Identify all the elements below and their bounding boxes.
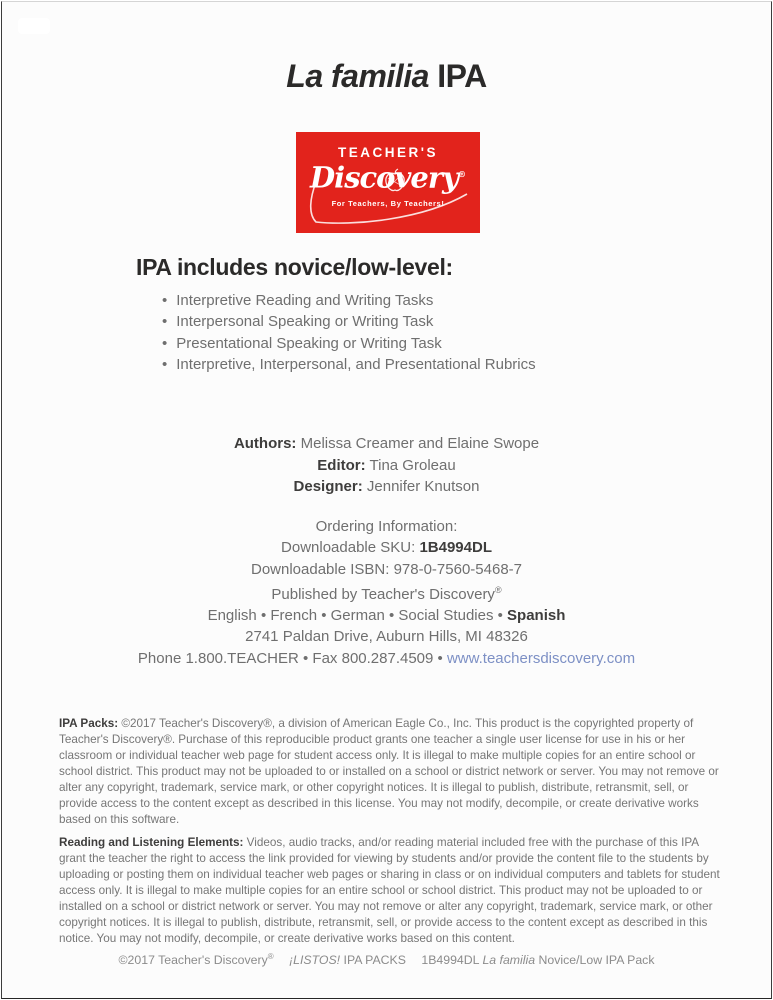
address-line: 2741 Paldan Drive, Auburn Hills, MI 48326 bbox=[245, 628, 528, 646]
page-title-italic: La familia bbox=[286, 58, 429, 94]
legal-block bbox=[59, 716, 722, 954]
footer-series: ¡LISTOS! IPA PACKS bbox=[289, 953, 406, 968]
legal-paragraph-reading-listening: Reading and Listening Elements: Videos, audio tracks, and/or reading material included free with the purchase of this IPA grant the teacher the right to access the link provided for viewing by students and/or provide the content file to the students by uploading or posting them on individual teacher web pages or sharing in class or on individual computers and tablets for student access only. It is illegal to make multiple copies for an entire school or school district. This product may not be uploaded to or installed on a school or district network or server. You may not remove or alter any copyright, trademark, service mark, or other copyright notices. It is illegal to publish, distribute, retransmit, sell, or provide access to the content except as described in this notice. You may not modify, decompile, or create derivative works based on this content. bbox=[59, 836, 720, 945]
legal-paragraph-ipa-packs: IPA Packs: ©2017 Teacher's Discovery®, a division of American Eagle Co., Inc. This product is the copyrighted property of Teacher's Discovery®. Purchase of this reproducible product grants one teacher a single user license for use in his or her classroom or individual teacher web page for student access only. It is illegal to make multiple copies for an entire school or school district. This product may not be uploaded to or installed on a school or district network or server. You may not remove or alter any copyright, trademark, service mark, or other copyright notices. It is illegal to publish, distribute, retransmit, sell, or provide access to the content except as described in this license. You may not modify, decompile, or create derivative works based on this software. bbox=[59, 717, 719, 826]
list-item: • Presentational Speaking or Writing Task bbox=[162, 333, 536, 354]
page-footer bbox=[2, 952, 771, 967]
credit-row-designer: Designer: Jennifer Knutson bbox=[293, 478, 480, 495]
ordering-block bbox=[2, 516, 771, 669]
teachers-discovery-logo bbox=[296, 132, 480, 233]
contact-line: Phone 1.800.TEACHER • Fax 800.287.4509 • www.teachersdiscovery.com bbox=[137, 649, 636, 667]
page-title bbox=[2, 58, 771, 95]
page-title-regular: IPA bbox=[428, 58, 487, 94]
credits-block bbox=[2, 433, 771, 498]
document-page bbox=[1, 1, 772, 999]
includes-list bbox=[162, 290, 536, 375]
website-link[interactable]: www.teachersdiscovery.com bbox=[446, 649, 636, 667]
registered-mark: ® bbox=[457, 169, 466, 179]
logo-word-discovery: Discovery® bbox=[310, 160, 466, 195]
credit-row-authors: Authors: Melissa Creamer and Elaine Swope bbox=[233, 435, 540, 452]
isbn-line: Downloadable ISBN: 978-0-7560-5468-7 bbox=[250, 560, 522, 578]
sku-line: Downloadable SKU: 1B4994DL bbox=[281, 539, 492, 557]
subject-spanish: Spanish bbox=[507, 607, 566, 625]
list-item: • Interpersonal Speaking or Writing Task bbox=[162, 311, 536, 332]
subjects-line: English • French • German • Social Studies • Spanish bbox=[207, 607, 566, 625]
credit-row-editor: Editor: Tina Groleau bbox=[317, 456, 456, 474]
footer-copyright: ©2017 Teacher's Discovery® bbox=[118, 952, 274, 968]
registered-mark: ® bbox=[494, 584, 502, 595]
sku-value: 1B4994DL bbox=[419, 539, 492, 557]
ordering-heading: Ordering Information: bbox=[315, 518, 458, 535]
scan-smudge bbox=[18, 18, 50, 34]
logo-word-teachers: TEACHER'S bbox=[338, 145, 438, 160]
publisher-line: Published by Teacher's Discovery® bbox=[271, 584, 502, 603]
includes-heading: IPA includes novice/low-level: bbox=[136, 254, 453, 280]
footer-product: 1B4994DL La familia Novice/Low IPA Pack bbox=[421, 953, 655, 968]
list-item: • Interpretive, Interpersonal, and Presentational Rubrics bbox=[162, 354, 536, 375]
registered-mark: ® bbox=[267, 952, 274, 961]
list-item: • Interpretive Reading and Writing Tasks bbox=[162, 290, 536, 311]
logo-tagline: For Teachers, By Teachers! bbox=[331, 198, 445, 208]
